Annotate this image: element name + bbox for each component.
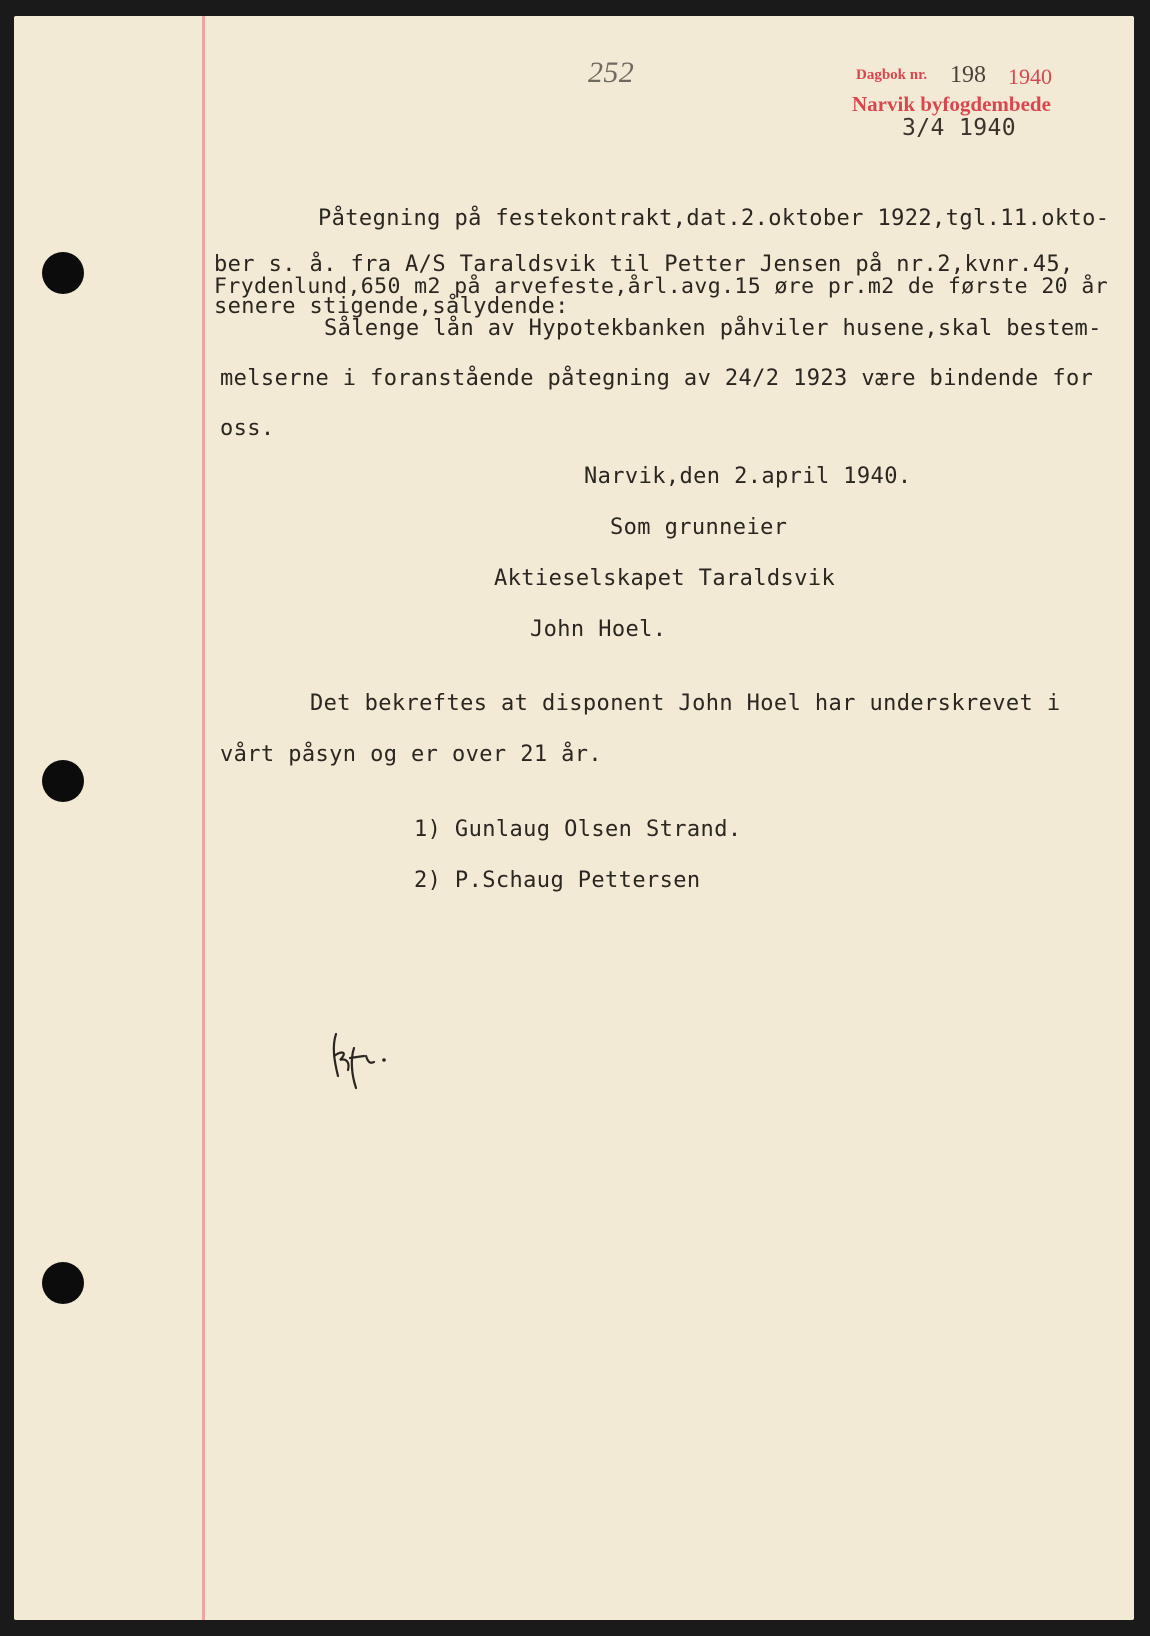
heading-line-2: ber s. å. fra A/S Taraldsvik til Petter Jensen på nr.2,kvnr.45, <box>214 252 1074 277</box>
punch-hole-top <box>42 252 84 294</box>
handwritten-initials <box>326 1026 396 1096</box>
stamp-date: 3/4 1940 <box>902 115 1016 141</box>
paper-sheet <box>14 16 1134 1620</box>
witness-1: 1) Gunlaug Olsen Strand. <box>414 817 742 842</box>
punch-hole-bottom <box>42 1262 84 1304</box>
signer-name: John Hoel. <box>530 617 667 642</box>
witness-2: 2) P.Schaug Pettersen <box>414 868 701 893</box>
stamp-dagbok-label: Dagbok nr. <box>856 67 928 83</box>
company-name: Aktieselskapet Taraldsvik <box>494 566 836 591</box>
margin-line <box>202 16 205 1620</box>
page-number: 252 <box>588 56 635 89</box>
heading-line-3: Frydenlund,650 m2 på arvefeste,årl.avg.15 øre pr.m2 de første 20 år <box>214 274 1109 299</box>
place-date: Narvik,den 2.april 1940. <box>584 464 912 489</box>
paragraph-line-3: oss. <box>220 416 275 441</box>
stamp-year: 1940 <box>1008 64 1052 89</box>
stamp-office: Narvik byfogdembede <box>852 92 1051 116</box>
heading-line-4: senere stigende,sålydende: <box>214 294 569 319</box>
capacity: Som grunneier <box>610 515 788 540</box>
heading-line-1: Påtegning på festekontrakt,dat.2.oktober 1922,tgl.11.okto- <box>318 206 1110 231</box>
attestation-line-2: vårt påsyn og er over 21 år. <box>220 742 603 767</box>
paragraph-line-2: melserne i foranstående påtegning av 24/2 1923 være bindende for <box>220 366 1094 391</box>
paragraph-line-1: Sålenge lån av Hypotekbanken påhviler husene,skal bestem- <box>324 316 1102 341</box>
initials-signature-icon <box>326 1026 396 1096</box>
attestation-line-1: Det bekreftes at disponent John Hoel har underskrevet i <box>310 691 1061 716</box>
punch-hole-middle <box>42 760 84 802</box>
stamp-dagbok-number: 198 <box>950 62 986 88</box>
